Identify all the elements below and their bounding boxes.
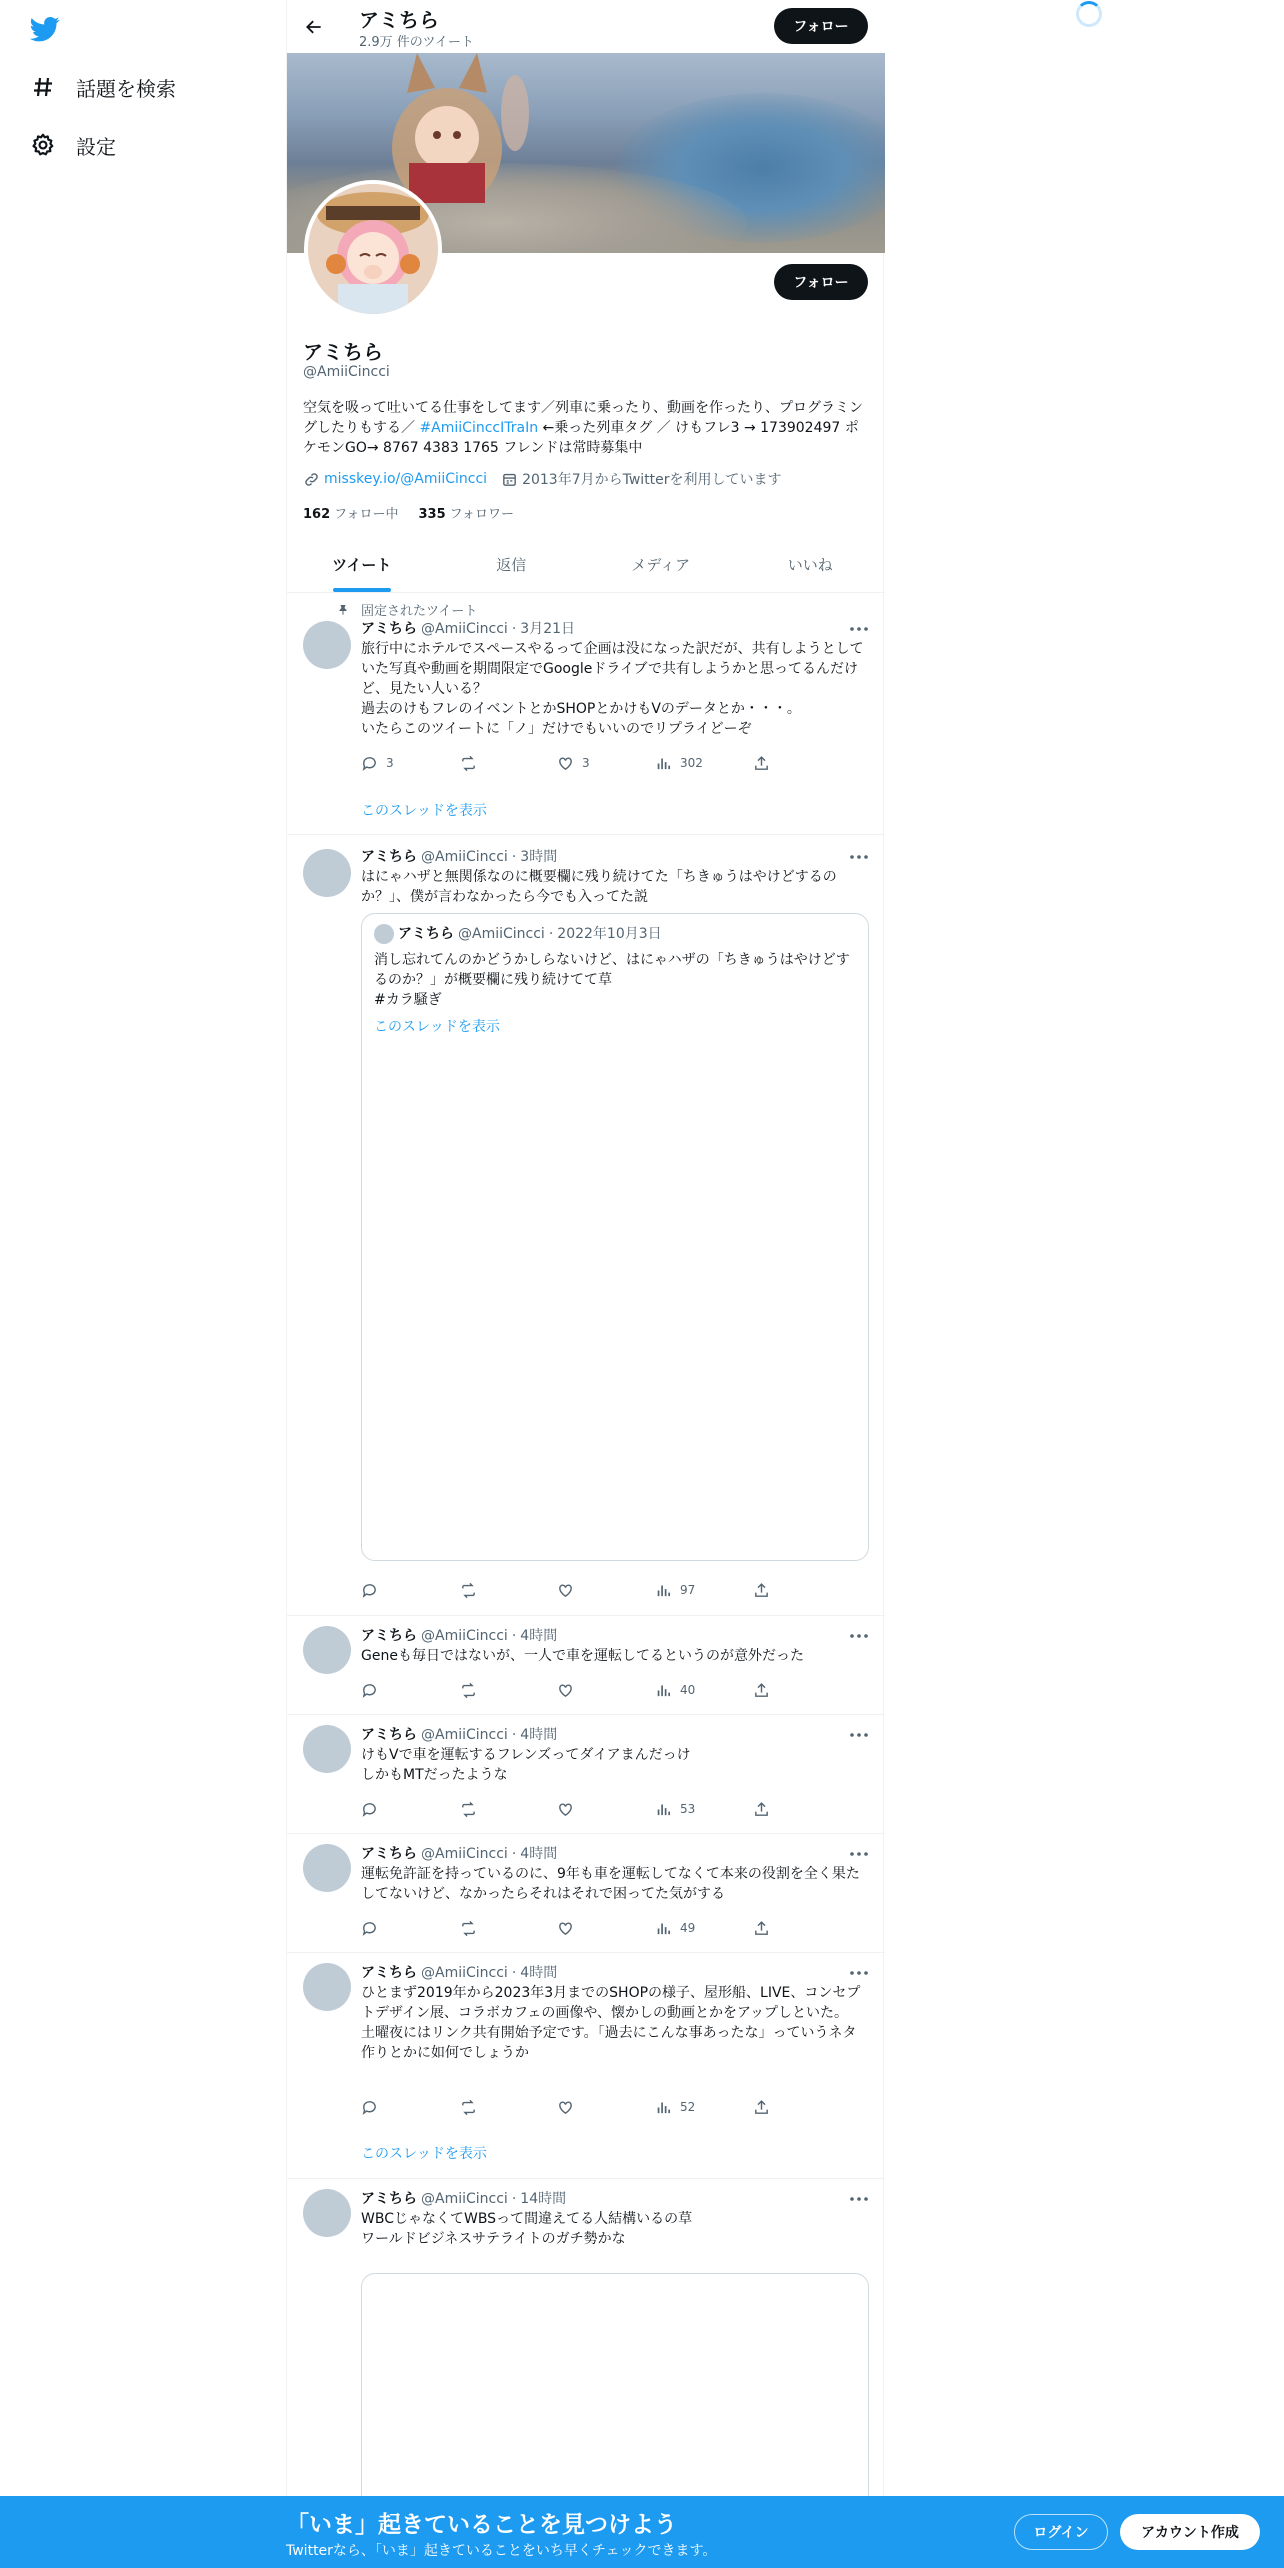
header-title: アミちら <box>359 8 439 32</box>
more-icon[interactable] <box>849 619 869 639</box>
tweet-header: アミちら @AmiiCincci · 3月21日 <box>361 621 576 637</box>
tweet-header: アミちら @AmiiCincci · 4時間 <box>361 1965 558 1981</box>
header-tweet-count: 2.9万 件のツイート <box>359 35 474 50</box>
more-icon[interactable] <box>849 1626 869 1646</box>
heart-icon <box>557 1682 574 1699</box>
tweet-text: Geneも毎日ではないが、一人で車を運転してるというのが意外だった <box>361 1648 804 1664</box>
views-button[interactable]: 53 <box>655 1799 753 1819</box>
share-button[interactable] <box>753 1580 783 1600</box>
nav-item-settings[interactable] <box>30 125 116 165</box>
reply-icon <box>361 2099 378 2116</box>
quoted-tweet[interactable] <box>361 913 869 1561</box>
heart-icon <box>557 755 574 772</box>
reply-icon <box>361 1682 378 1699</box>
like-button[interactable] <box>557 1580 655 1600</box>
views-icon <box>655 2099 672 2116</box>
signup-prompt-subtitle: Twitterなら、「いま」起きていることをいち早くチェックできます。 <box>286 2543 717 2559</box>
quoted-show-thread-link[interactable]: このスレッドを表示 <box>374 1019 500 1035</box>
tweet-actions <box>361 753 791 773</box>
share-icon <box>753 1801 770 1818</box>
heart-icon <box>557 2099 574 2116</box>
quoted-tweet-header: アミちら @AmiiCincci · 2022年10月3日 <box>374 924 662 944</box>
like-button[interactable]: 3 <box>557 753 655 773</box>
retweet-icon <box>459 1920 478 1937</box>
login-button[interactable]: ログイン <box>1014 2514 1108 2550</box>
profile-stats <box>303 503 514 522</box>
profile-website-link[interactable]: misskey.io/@AmiiCincci <box>324 471 488 487</box>
retweet-icon <box>459 2099 478 2116</box>
gear-icon <box>30 132 56 158</box>
share-button[interactable] <box>753 753 783 773</box>
views-button[interactable]: 302 <box>655 753 753 773</box>
reply-icon <box>361 1920 378 1937</box>
heart-icon <box>557 1582 574 1599</box>
tweet-header: アミちら @AmiiCincci · 14時間 <box>361 2191 567 2207</box>
show-thread-link[interactable]: このスレッドを表示 <box>361 2146 487 2162</box>
heart-icon <box>557 1801 574 1818</box>
arrow-left-icon <box>304 17 324 37</box>
retweet-icon <box>459 755 478 772</box>
avatar[interactable] <box>303 1963 351 2011</box>
tweet-actions <box>361 1680 791 1700</box>
profile-name: アミちら <box>303 340 383 364</box>
views-button[interactable]: 49 <box>655 1918 753 1938</box>
retweet-icon <box>459 1801 478 1818</box>
reply-button[interactable] <box>361 1918 459 1938</box>
calendar-icon <box>501 471 518 488</box>
views-icon <box>655 755 672 772</box>
tweet-text: けもVで車を運転するフレンズってダイアまんだっけ しかもMTだったような <box>361 1747 691 1783</box>
share-button[interactable] <box>753 1918 783 1938</box>
views-button[interactable]: 40 <box>655 1680 753 1700</box>
tweet-item[interactable] <box>287 593 885 835</box>
tweet-item[interactable] <box>287 1616 885 1715</box>
link-icon <box>303 471 320 488</box>
tweet-text: 旅行中にホテルでスペースやるって企画は没になった訳だが、共有しようとしていた写真や動画を期間限定でGoogleドライブで共有しようかと思ってるんだけど、見たい人いる？ 過去のけもフレのイベントとかSHOPとかけもVのデータとか・・・。 いたらこのツイートに「ノ」だけでもいいのでリプライどーぞ <box>361 641 864 737</box>
nav-item-settings-label: 設定 <box>76 134 116 159</box>
reply-button[interactable]: 3 <box>361 753 459 773</box>
profile-tabs <box>287 536 885 593</box>
retweet-icon <box>459 1582 478 1599</box>
views-icon <box>655 1801 672 1818</box>
nav-item-explore[interactable] <box>30 67 176 107</box>
tweet-header: アミちら @AmiiCincci · 3時間 <box>361 849 558 865</box>
like-button[interactable] <box>557 1918 655 1938</box>
pin-icon <box>337 603 349 617</box>
retweet-button[interactable] <box>459 2097 557 2117</box>
tweet-header: アミちら @AmiiCincci · 4時間 <box>361 1727 558 1743</box>
profile-meta <box>303 469 782 489</box>
tweet-text: WBCじゃなくてWBSって間違えてる人結構いるの草 ワールドビジネスサテライトのガチ勢かな <box>361 2211 693 2247</box>
reply-button[interactable] <box>361 1580 459 1600</box>
avatar[interactable] <box>303 1844 351 1892</box>
more-icon[interactable] <box>849 847 869 867</box>
views-icon <box>655 1582 672 1599</box>
retweet-button[interactable] <box>459 1680 557 1700</box>
loading-spinner-icon <box>1076 1 1102 27</box>
retweet-icon <box>459 1682 478 1699</box>
like-button[interactable] <box>557 1799 655 1819</box>
more-icon[interactable] <box>849 1725 869 1745</box>
tweet-item[interactable] <box>287 835 885 1616</box>
share-button[interactable] <box>753 1680 783 1700</box>
profile-timeline <box>286 0 884 2568</box>
avatar[interactable] <box>303 2189 351 2237</box>
avatar[interactable] <box>303 1725 351 1773</box>
reply-button[interactable] <box>361 1799 459 1819</box>
followers-link[interactable]: 335 フォロワー <box>418 507 514 522</box>
like-button[interactable] <box>557 1680 655 1700</box>
reply-button[interactable] <box>361 1680 459 1700</box>
reply-icon <box>361 1582 378 1599</box>
views-icon <box>655 1682 672 1699</box>
tweet-actions <box>361 1580 791 1600</box>
nav-item-explore-label: 話題を検索 <box>76 76 176 101</box>
reply-button[interactable] <box>361 2097 459 2117</box>
tab-media[interactable]: メディア <box>631 555 691 574</box>
share-icon <box>753 1920 770 1937</box>
more-icon[interactable] <box>849 1963 869 1983</box>
reply-icon <box>361 755 378 772</box>
tweet-actions <box>361 1799 791 1819</box>
tweet-actions <box>361 2097 791 2117</box>
avatar[interactable] <box>303 849 351 897</box>
quoted-avatar <box>374 924 394 944</box>
bio-hashtag-link[interactable]: #AmiiCinccITraIn <box>419 420 539 436</box>
avatar[interactable] <box>303 621 351 669</box>
tweet-item[interactable] <box>287 1953 885 2179</box>
show-thread-link[interactable]: このスレッドを表示 <box>361 803 487 819</box>
tab-tweets[interactable]: ツイート <box>287 536 437 592</box>
retweet-button[interactable] <box>459 1580 557 1600</box>
views-button[interactable]: 97 <box>655 1580 753 1600</box>
tweet-item[interactable] <box>287 1834 885 1953</box>
profile-joined-date: 2013年7月からTwitterを利用しています <box>522 472 782 488</box>
avatar[interactable] <box>303 1626 351 1674</box>
pinned-label: 固定されたツイート <box>361 600 477 619</box>
tweet-text: ひとまず2019年から2023年3月までのSHOPの様子、屋形船、LIVE、コンセプトデザイン展、コラボカフェの画像や、懐かしの動画とかをアップしといた。 土曜夜にはリンク共有開始予定です。「過去にこんな事あったな」っていうネタ作りとかに如何でしょうか <box>361 1985 861 2061</box>
tweet-item[interactable] <box>287 1715 885 1834</box>
share-button[interactable] <box>753 1799 783 1819</box>
tweet-header: アミちら @AmiiCincci · 4時間 <box>361 1846 558 1862</box>
quoted-tweet-text: 消し忘れてんのかどうかしらないけど、はにゃハザの「ちきゅうはやけどするのか？」が概要欄に残り続けてて草 #カラ騒ぎ <box>374 952 850 1008</box>
signup-prompt-bar <box>0 2496 1284 2568</box>
hashtag-icon <box>30 74 56 100</box>
retweet-button[interactable] <box>459 1918 557 1938</box>
signup-prompt-title: 「いま」起きていることを見つけよう <box>286 2512 677 2538</box>
header-follow-button[interactable]: フォロー <box>774 8 868 44</box>
profile-bio: 空気を吸って吐いてる仕事をしてます／列車に乗ったり、動画を作ったり、プログラミングしたりもする／ #AmiiCinccITraIn ←乗った列車タグ ／ けもフレ3 → 173902497 ポケモンGO→ 8767 4383 1765 フレンドは常時募集中 <box>303 400 863 456</box>
tweet-header: アミちら @AmiiCincci · 4時間 <box>361 1628 558 1644</box>
profile-avatar[interactable] <box>304 180 442 318</box>
tab-likes[interactable]: いいね <box>787 555 833 574</box>
share-icon <box>753 1582 770 1599</box>
retweet-button[interactable] <box>459 753 557 773</box>
tweet-text: 運転免許証を持っているのに、9年も車を運転してなくて本来の役割を全く果たしてないけど、なかったらそれはそれで困ってた気がする <box>361 1866 860 1902</box>
profile-follow-button[interactable]: フォロー <box>774 264 868 300</box>
tab-replies[interactable]: 返信 <box>496 555 527 574</box>
views-button[interactable]: 52 <box>655 2097 753 2117</box>
views-icon <box>655 1920 672 1937</box>
retweet-button[interactable] <box>459 1799 557 1819</box>
share-button[interactable] <box>753 2097 783 2117</box>
back-button[interactable] <box>297 10 331 44</box>
profile-handle: @AmiiCincci <box>303 364 390 380</box>
tweet-text: はにゃハザと無関係なのに概要欄に残り続けてた「ちきゅうはやけどするのか？」、僕が言わなかったら今でも入ってた説 <box>361 869 837 905</box>
share-icon <box>753 1682 770 1699</box>
like-button[interactable] <box>557 2097 655 2117</box>
share-icon <box>753 2099 770 2116</box>
signup-button[interactable]: アカウント作成 <box>1120 2514 1260 2550</box>
following-link[interactable]: 162 フォロー中 <box>303 507 399 522</box>
twitter-logo-icon[interactable] <box>28 14 62 44</box>
share-icon <box>753 755 770 772</box>
tweet-actions <box>361 1918 791 1938</box>
reply-icon <box>361 1801 378 1818</box>
more-icon[interactable] <box>849 2189 869 2209</box>
heart-icon <box>557 1920 574 1937</box>
more-icon[interactable] <box>849 1844 869 1864</box>
profile-header <box>287 0 885 53</box>
